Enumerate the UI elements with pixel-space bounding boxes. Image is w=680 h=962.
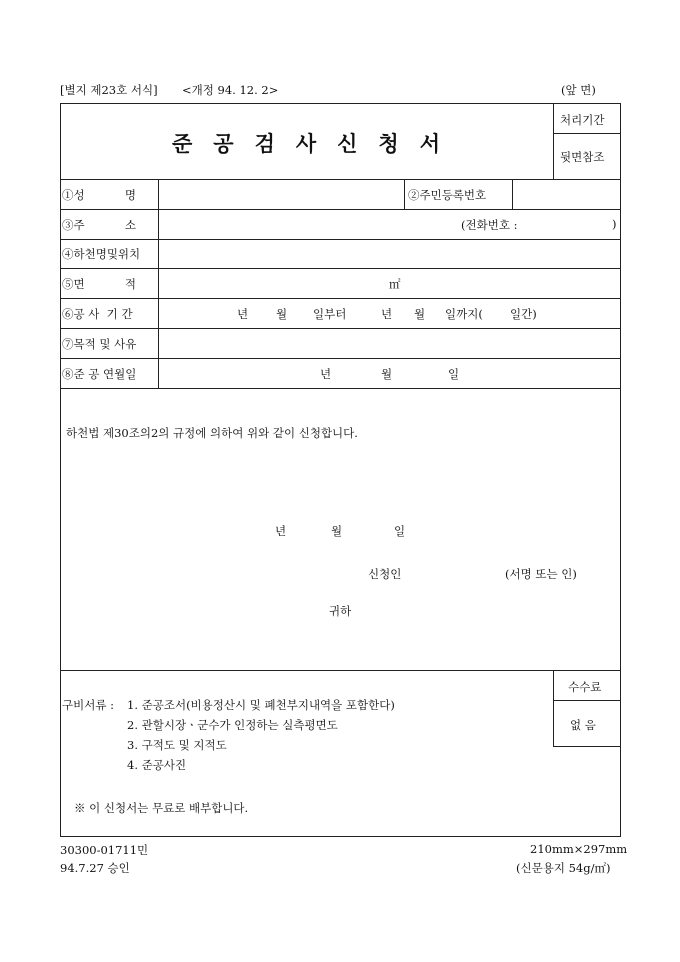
processing-period-label: 처리기간 — [560, 113, 605, 127]
signature-note: (서명 또는 인) — [505, 567, 577, 581]
area-label: ⑤면 적 — [62, 277, 136, 291]
name-label: ①성 명 — [62, 188, 136, 202]
processing-period-value: 뒷면참조 — [560, 150, 605, 164]
period-year2: 년 — [381, 307, 393, 321]
divider — [512, 179, 513, 210]
fee-label: 수수료 — [568, 680, 602, 694]
document-item: 4. 준공사진 — [127, 758, 187, 772]
document-item: 3. 구적도 및 지적도 — [127, 738, 227, 752]
page-side: (앞 면) — [561, 83, 596, 97]
divider — [60, 179, 621, 180]
divider — [60, 388, 621, 389]
divider — [60, 268, 621, 269]
paper-weight: (신문용지 54g/㎡) — [516, 861, 611, 875]
address-field[interactable] — [160, 211, 450, 238]
document-item: 1. 준공조서(비용정산시 및 폐천부지내역을 포함한다) — [127, 698, 395, 712]
divider — [60, 358, 621, 359]
construction-period-label: ⑥공 사 기 간 — [62, 307, 133, 321]
divider — [553, 746, 621, 747]
phone-close: ) — [612, 217, 617, 231]
resident-number-field[interactable] — [514, 181, 618, 208]
recipient: 귀하 — [329, 604, 352, 618]
form-title: 준공검사신청서 — [172, 131, 462, 156]
divider — [60, 298, 621, 299]
divider — [553, 670, 554, 747]
resident-number-label: ②주민등록번호 — [408, 188, 487, 202]
divider — [553, 103, 554, 180]
application-statement: 하천법 제30조의2의 규정에 의하여 위와 같이 신청합니다. — [66, 426, 358, 440]
completion-month: 월 — [381, 367, 393, 381]
revision-note: <개정 94. 12. 2> — [182, 83, 279, 97]
area-unit: ㎡ — [389, 277, 401, 291]
completion-date-label: ⑧준 공 연월일 — [62, 367, 137, 381]
divider — [60, 328, 621, 329]
documents-label: 구비서류 : — [62, 698, 114, 712]
period-days: 일간) — [510, 307, 537, 321]
date-month: 월 — [331, 524, 343, 538]
divider — [553, 133, 621, 134]
period-from: 일부터 — [313, 307, 347, 321]
divider — [60, 209, 621, 210]
river-location-label: ④하천명및위치 — [62, 247, 141, 261]
period-year: 년 — [237, 307, 249, 321]
divider — [404, 179, 405, 210]
purpose-field[interactable] — [160, 330, 618, 357]
form-code: 30300-01711민 — [60, 843, 149, 857]
fee-value: 없 음 — [570, 718, 596, 732]
free-distribution-note: ※ 이 신청서는 무료로 배부합니다. — [74, 801, 249, 815]
completion-day: 일 — [448, 367, 460, 381]
completion-year: 년 — [320, 367, 332, 381]
address-label: ③주 소 — [62, 218, 136, 232]
name-field[interactable] — [160, 181, 403, 208]
period-month: 월 — [276, 307, 288, 321]
river-location-field[interactable] — [160, 241, 618, 267]
date-year: 년 — [275, 524, 287, 538]
paper-size: 210mm×297mm — [530, 842, 628, 856]
form-number: [별지 제23호 서식] — [60, 83, 158, 97]
purpose-label: ⑦목적 및 사유 — [62, 337, 137, 351]
period-to: 일까지( — [445, 307, 483, 321]
divider — [60, 670, 621, 671]
divider — [553, 700, 621, 701]
period-month2: 월 — [414, 307, 426, 321]
document-item: 2. 관할시장ㆍ군수가 인정하는 실측평면도 — [127, 718, 338, 732]
phone-label: (전화번호 : — [461, 218, 518, 232]
divider — [158, 179, 159, 389]
approval-date: 94.7.27 승인 — [60, 861, 130, 875]
date-day: 일 — [394, 524, 406, 538]
applicant-label: 신청인 — [368, 567, 402, 581]
divider — [60, 239, 621, 240]
